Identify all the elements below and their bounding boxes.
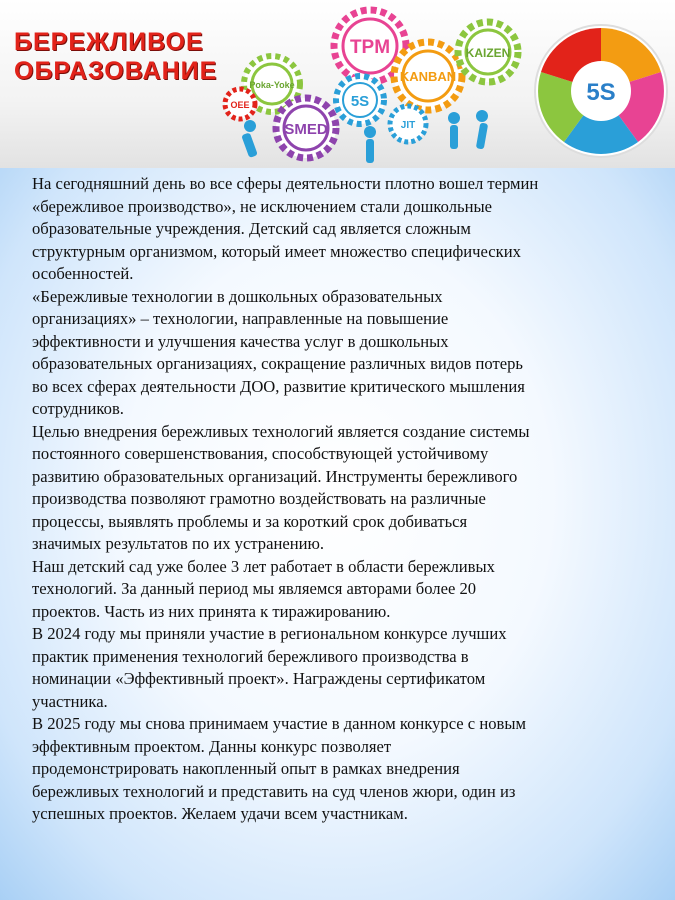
text-line: во всех сферах деятельности ДОО, развитие критического мышления [32,376,525,396]
paragraph [32,286,647,421]
text-line: эффективности и улучшения качества услуг в дошкольных [32,331,449,351]
gear-kanban [394,42,462,110]
badge-center-label: 5S [586,79,616,106]
paragraph [32,173,647,286]
gear-smed [276,98,336,158]
gear-label: JIT [400,120,416,131]
text-line: бережливых технологий и представить на суд членов жюри, один из [32,781,516,801]
text-line: организациях» – технологии, направленные на повышение [32,309,449,328]
banner-title-line2: ОБРАЗОВАНИЕ [14,57,218,85]
gear-label: OEE [230,100,250,110]
gear-label: TPM [349,37,391,58]
text-line: эффективным проектом. Данны конкурс позволяет [32,736,392,756]
text-line: сотрудников. [32,399,124,418]
article-text [32,173,647,826]
header-banner [0,0,675,168]
gear-label: Poka-Yoke [249,80,295,90]
text-line: Наш детский сад уже более 3 лет работает в области бережливых [32,556,495,576]
paragraph [32,713,647,826]
text-line: «Бережливые технологии в дошкольных образовательных [32,286,443,306]
text-line: образовательные учреждения. Детский сад является сложным [32,219,471,238]
text-line: образовательных организациях, сокращение различных видов потерь [32,354,523,373]
text-line: успешных проектов. Желаем удачи всем участникам. [32,804,408,823]
text-line: производства позволяют грамотно воздействовать на различные [32,489,486,508]
text-line: номинации «Эффективный проект». Награждены сертификатом [32,669,486,688]
lean-tools-gears-illustration [220,0,530,168]
text-line: «бережливое производство», не исключением стали дошкольные [32,196,492,216]
gear-kaizen [458,22,518,82]
text-line: развитию образовательных организаций. Инструменты бережливого [32,466,518,486]
gear-5s [336,76,384,124]
text-line: В 2025 году мы снова принимаем участие в данном конкурсе с новым [32,714,526,733]
text-line: процессы, выявлять проблемы и за короткий срок добиваться [32,511,468,531]
gear-label: KANBAN [399,69,457,84]
banner-title-line1: БЕРЕЖЛИВОЕ [14,28,204,56]
5s-cycle-badge [532,22,670,160]
text-line: особенностей. [32,264,134,283]
gear-label: KAIZEN [465,46,511,60]
paragraph [32,623,647,713]
paragraph [32,421,647,556]
gear-oee [225,89,255,119]
text-line: практик применения технологий бережливого производства в [32,646,469,666]
text-line: продемонстрировать накопленный опыт в рамках внедрения [32,759,460,778]
text-line: структурным организмом, который имеет множество специфических [32,241,521,261]
gear-label: SMED [284,121,328,138]
text-line: значимых результатов по их устранению. [32,534,324,553]
text-line: В 2024 году мы приняли участие в региональном конкурсе лучших [32,624,507,643]
gear-jit [390,106,426,142]
text-line: Целью внедрения бережливых технологий является создание системы [32,421,530,441]
text-line: участника. [32,691,108,711]
gear-label: 5S [350,93,370,110]
text-line: На сегодняшний день во все сферы деятельности плотно вошел термин [32,174,539,193]
text-line: постоянного совершенствования, способствующей устойчивому [32,444,489,463]
text-line: технологий. За данный период мы являемся авторами более 20 [32,579,477,598]
banner-title [14,28,217,86]
paragraph [32,556,647,624]
text-line: проектов. Часть из них принята к тиражированию. [32,601,391,621]
